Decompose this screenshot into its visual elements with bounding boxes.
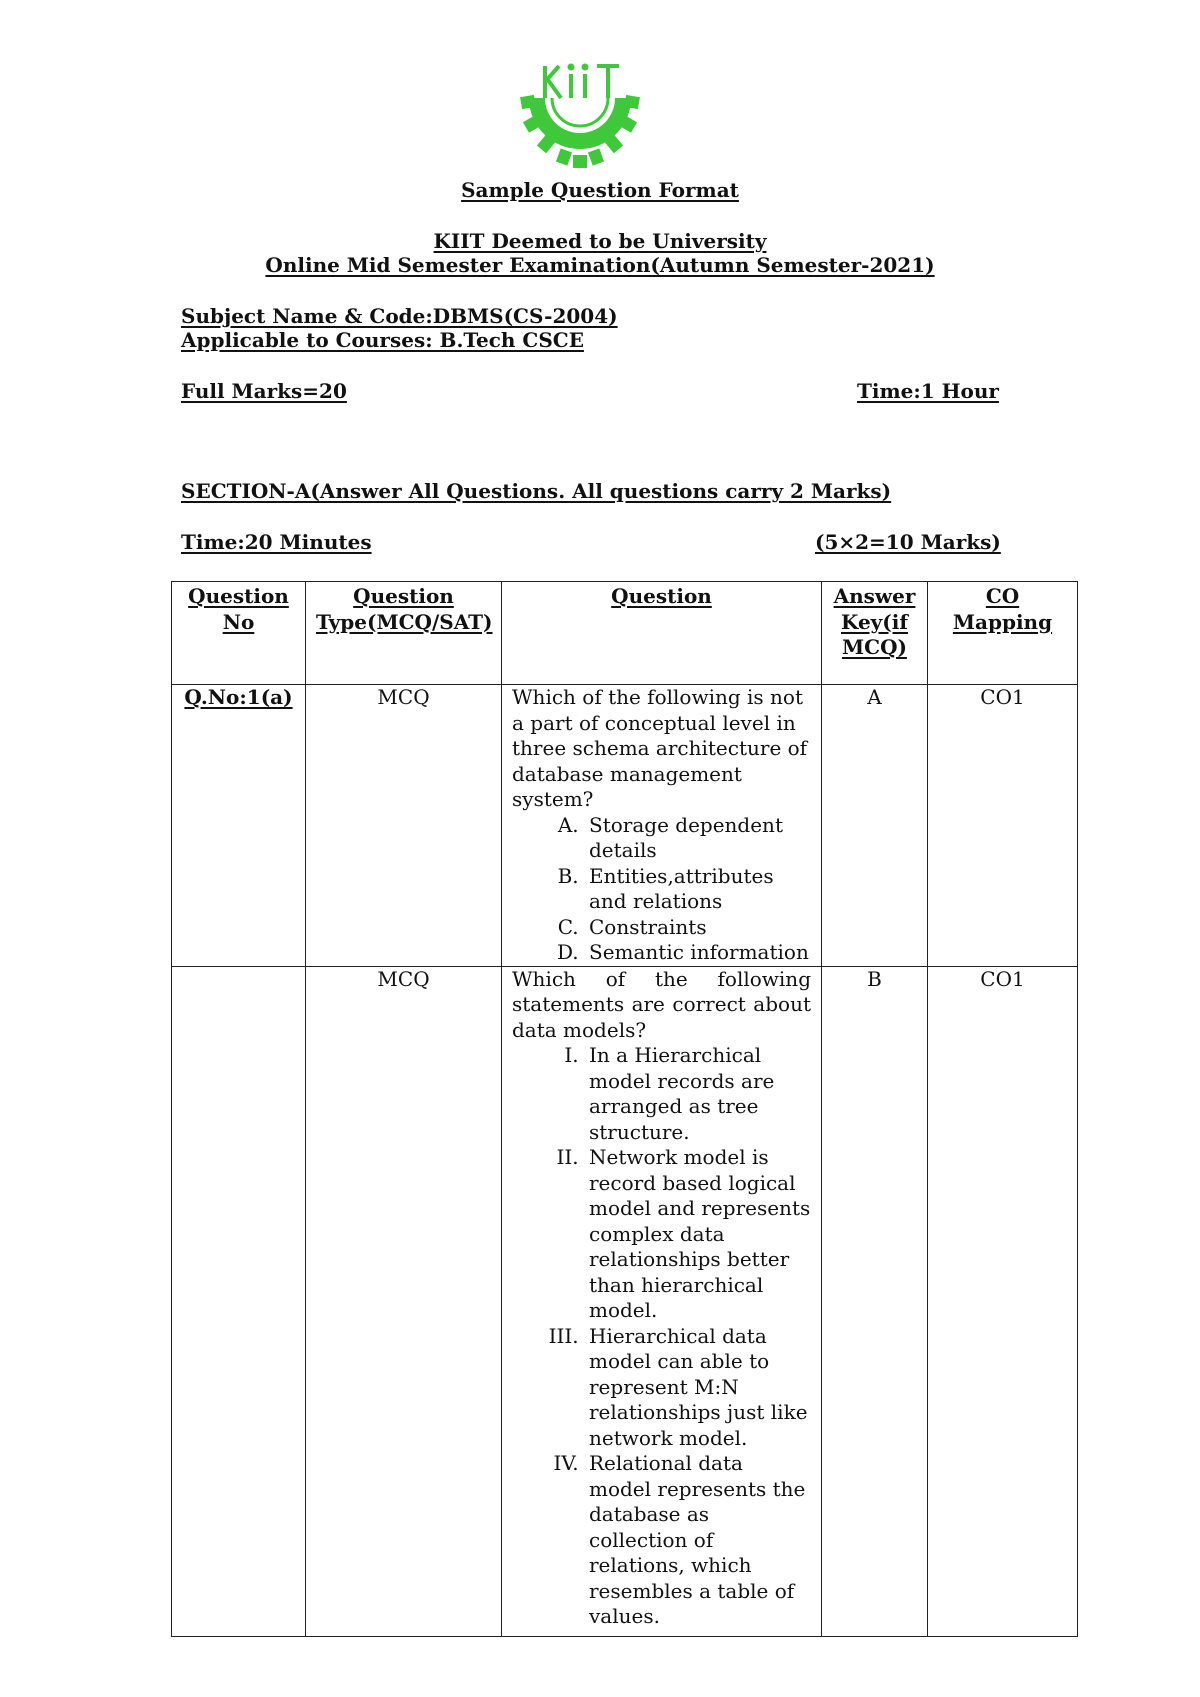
question-table (171, 581, 1078, 1637)
exam-title: Online Mid Semester Examination(Autumn Semester-2021) (265, 253, 935, 277)
option-item: II. Network model is record based logical model and represents complex data relationships better than hierarchical model. (585, 1145, 811, 1324)
header-question-type: Question Type(MCQ/SAT) (306, 582, 502, 685)
question-number: Q.No:1(a) (172, 685, 306, 967)
question-number (172, 966, 306, 1636)
option-item: D. Semantic information (585, 940, 811, 966)
subject-name-code: Subject Name & Code:DBMS(CS-2004) (181, 304, 618, 328)
header-question-no: Question No (172, 582, 306, 685)
header-question: Question (502, 582, 822, 685)
question-text: Which of the following statements are correct about data models? (512, 966, 811, 1042)
option-item: III. Hierarchical data model can able to represent M:N relationships just like network model. (585, 1324, 811, 1452)
option-item: IV. Relational data model represents the database as collection of relations, which resembles a table of values. (585, 1451, 811, 1630)
option-list (512, 1043, 811, 1630)
question-type: MCQ (306, 966, 502, 1636)
table-row (172, 685, 1078, 967)
header-co-mapping: CO Mapping (928, 582, 1078, 685)
kiit-logo (515, 58, 645, 170)
table-row (172, 966, 1078, 1636)
question-text: Which of the following is not a part of conceptual level in three schema architecture of database management system? (512, 685, 808, 811)
header-answer-key: Answer Key(if MCQ) (822, 582, 928, 685)
table-header-row (172, 582, 1078, 685)
option-item: I. In a Hierarchical model records are arranged as tree structure. (585, 1043, 811, 1145)
section-marks: (5×2=10 Marks) (815, 530, 1001, 554)
applicable-courses: Applicable to Courses: B.Tech CSCE (181, 328, 584, 352)
university-name: KIIT Deemed to be University (433, 229, 767, 253)
exam-time: Time:1 Hour (857, 379, 999, 403)
option-list (512, 813, 811, 966)
kiit-gear-logo-icon (515, 58, 645, 170)
answer-key: B (822, 966, 928, 1636)
question-cell (502, 966, 822, 1636)
section-title: SECTION-A(Answer All Questions. All questions carry 2 Marks) (181, 479, 892, 503)
co-mapping: CO1 (928, 966, 1078, 1636)
format-title: Sample Question Format (461, 178, 739, 202)
option-item: B. Entities,attributes and relations (585, 864, 811, 915)
option-item: A. Storage dependent details (585, 813, 811, 864)
section-time: Time:20 Minutes (181, 530, 372, 554)
answer-key: A (822, 685, 928, 967)
question-type: MCQ (306, 685, 502, 967)
question-cell (502, 685, 822, 967)
option-item: C. Constraints (585, 915, 811, 941)
co-mapping: CO1 (928, 685, 1078, 967)
full-marks: Full Marks=20 (181, 379, 347, 403)
